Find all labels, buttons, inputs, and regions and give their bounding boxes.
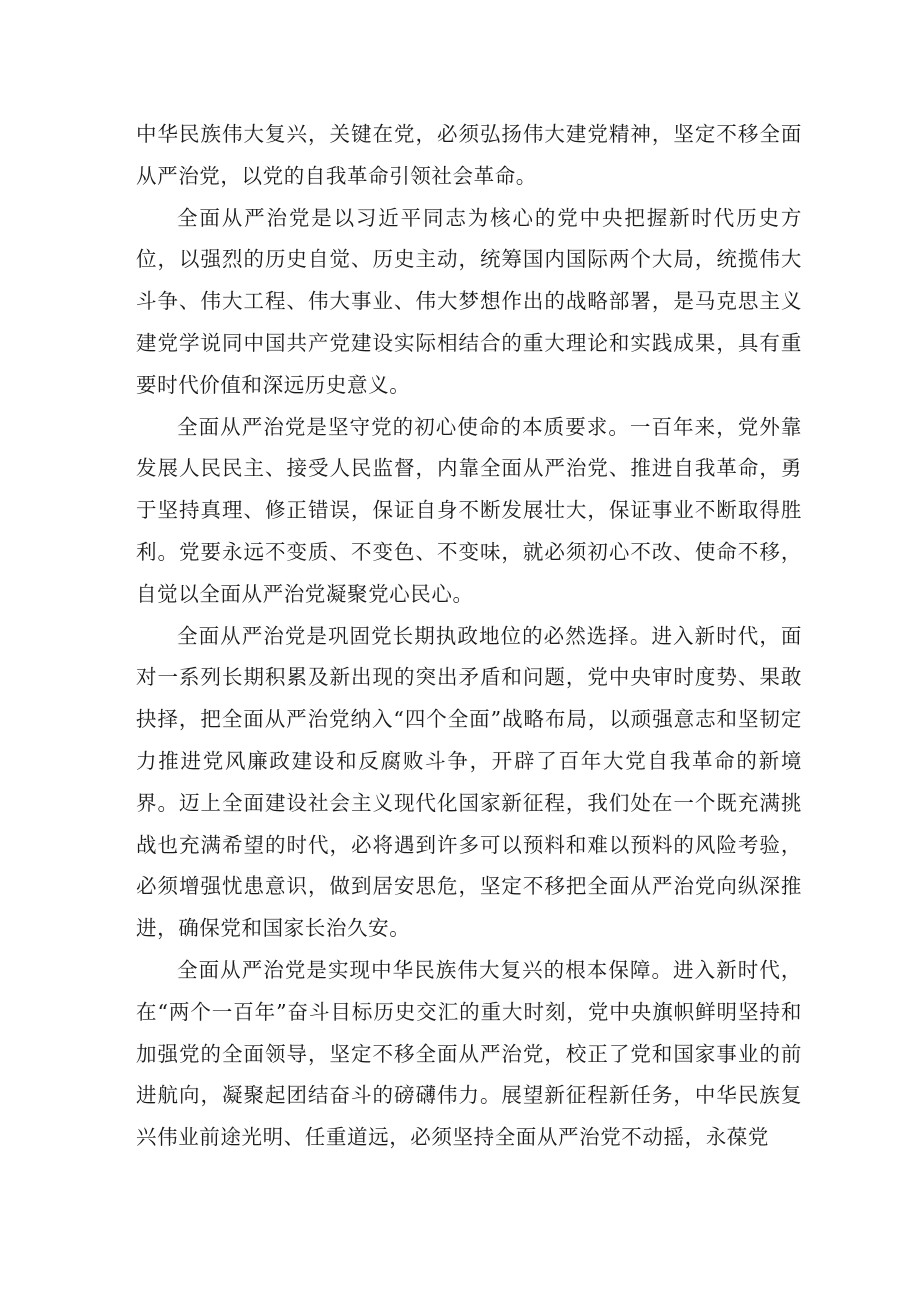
paragraph-2: 全面从严治党是以习近平同志为核心的党中央把握新时代历史方位，以强烈的历史自觉、历史主动，统筹国内国际两个大局，统揽伟大斗争、伟大工程、伟大事业、伟大梦想作出的战略部署，是马克思主义建党学说同中国共产党建设实际相结合的重大理论和实践成果，具有重要时代价值和深远历史意义。 <box>136 205 802 397</box>
paragraph-1: 中华民族伟大复兴，关键在党，必须弘扬伟大建党精神，坚定不移全面从严治党，以党的自我革命引领社会革命。 <box>136 122 802 188</box>
paragraph-3: 全面从严治党是坚守党的初心使命的本质要求。一百年来，党外靠发展人民民主、接受人民监督，内靠全面从严治党、推进自我革命，勇于坚持真理、修正错误，保证自身不断发展壮大，保证事业不断取得胜利。党要永远不变质、不变色、不变味，就必须初心不改、使命不移，自觉以全面从严治党凝聚党心民心。 <box>136 414 802 606</box>
paragraph-5: 全面从严治党是实现中华民族伟大复兴的根本保障。进入新时代，在“两个一百年”奋斗目标历史交汇的重大时刻，党中央旗帜鲜明坚持和加强党的全面领导，坚定不移全面从严治党，校正了党和国家事业的前进航向，凝聚起团结奋斗的磅礴伟力。展望新征程新任务，中华民族复兴伟业前途光明、任重道远，必须坚持全面从严治党不动摇，永葆党 <box>136 957 802 1150</box>
paragraph-4: 全面从严治党是巩固党长期执政地位的必然选择。进入新时代，面对一系列长期积累及新出现的突出矛盾和问题，党中央审时度势、果敢抉择，把全面从严治党纳入“四个全面”战略布局，以顽强意志和坚韧定力推进党风廉政建设和反腐败斗争，开辟了百年大党自我革命的新境界。迈上全面建设社会主义现代化国家新征程，我们处在一个既充满挑战也充满希望的时代，必将遇到许多可以预料和难以预料的风险考验，必须增强忧患意识，做到居安思危，坚定不移把全面从严治党向纵深推进，确保党和国家长治久安。 <box>136 623 802 941</box>
